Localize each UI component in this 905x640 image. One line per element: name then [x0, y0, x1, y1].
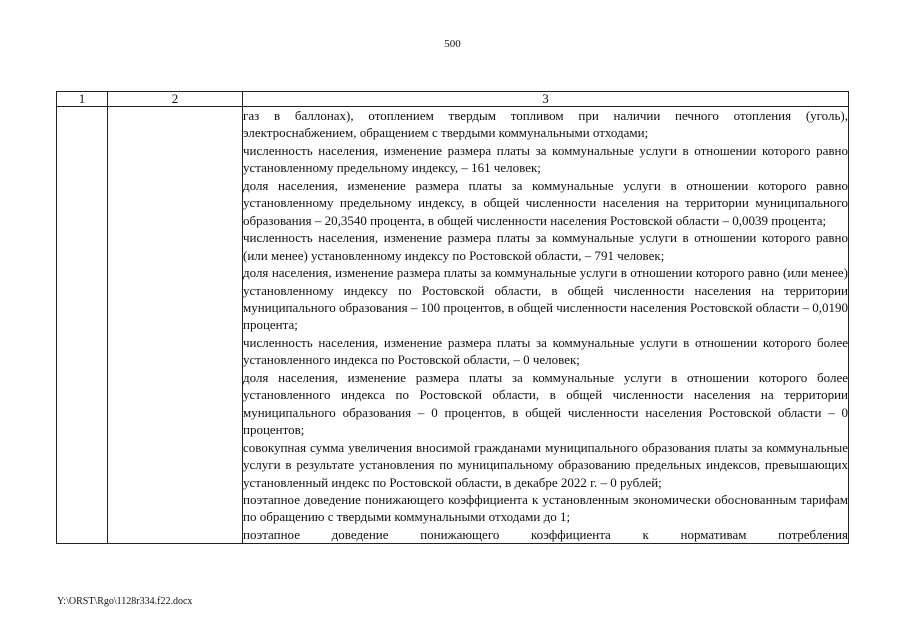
cell-column-2 — [108, 107, 243, 544]
column-header-3: 3 — [243, 92, 849, 107]
paragraph-coefficient-norms: поэтапное доведение понижающего коэффициента к нормативам потребления — [243, 526, 848, 542]
document-table — [56, 91, 849, 544]
cell-column-1 — [57, 107, 108, 544]
paragraph-share-equal-limit: доля населения, изменение размера платы за коммунальные услуги в отношении которого равно установленному предельному индексу, в общей численности населения на территории муниципального образования – 20,3540 процента, в общей численности населения Ростовской области – 0,0039 процента; — [243, 177, 848, 228]
document-file-path: Y:\ORST\Rgo\1128r334.f22.docx — [57, 596, 193, 607]
paragraph-population-equal-or-less: численность населения, изменение размера платы за коммунальные услуги в отношении которого равно (или менее) установленному индексу по Ростовской области, – 791 человек; — [243, 230, 848, 263]
page-number: 500 — [444, 38, 461, 50]
column-header-1: 1 — [57, 92, 108, 107]
paragraph-population-above: численность населения, изменение размера платы за коммунальные услуги в отношении которого более установленного индекса по Ростовской области, – 0 человек; — [243, 334, 848, 368]
paragraph-coefficient-waste: поэтапное доведение понижающего коэффициента к установленным экономически обоснованным тарифам по обращению с твердыми коммунальными отходами до 1; — [243, 491, 848, 525]
column-header-2: 2 — [108, 92, 243, 107]
paragraph-share-above: доля населения, изменение размера платы за коммунальные услуги в отношении которого более установленного индекса по Ростовской области, в общей численности населения на территории муниципального образования – 0 процентов, в общей численности населения Ростовской области – 0 процентов; — [243, 369, 848, 438]
table-header-row — [57, 92, 849, 107]
paragraph-total-increase: совокупная сумма увеличения вносимой гражданами муниципального образования платы за коммунальные услуги в результате установления по муниципальному образованию предельных индексов, превышающих установленный индекс по Ростовской области, в декабре 2022 г. – 0 рублей; — [243, 439, 848, 490]
cell-column-3 — [243, 107, 849, 544]
paragraph-gas-heating: газ в баллонах), отоплением твердым топливом при наличии печного отопления (уголь), электроснабжением, обращением с твердыми коммунальными отходами; — [243, 108, 848, 141]
paragraph-share-equal-or-less: доля населения, изменение размера платы за коммунальные услуги в отношении которого равно (или менее) установленному индексу по Ростовской области, в общей численности населения на территории муниципального образования – 100 процентов, в общей численности населения Ростовской области – 0,0190 процента; — [243, 265, 848, 333]
paragraph-population-equal-limit: численность населения, изменение размера платы за коммунальные услуги в отношении которого равно установленному предельному индексу, – 161 человек; — [243, 142, 848, 176]
table-row — [57, 107, 849, 544]
